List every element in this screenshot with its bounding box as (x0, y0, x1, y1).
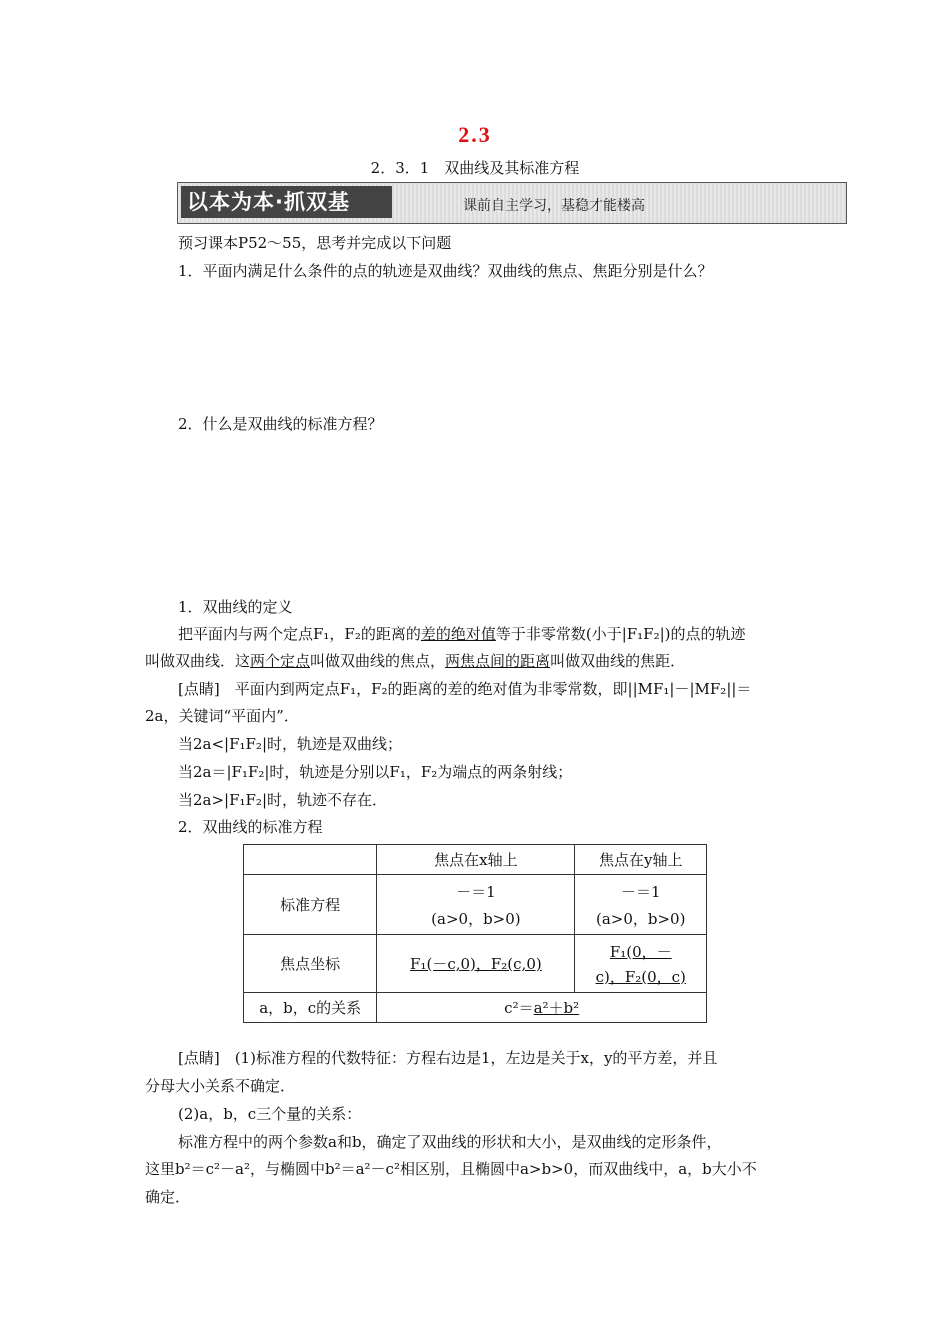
equation-x (377, 875, 575, 935)
standard-equation-table (243, 844, 707, 1023)
note-1-line2: 分母大小关系不确定． (145, 1077, 296, 1095)
note-3-line1: 标准方程中的两个参数a和b，确定了双曲线的形状和大小，是双曲线的定形条件， (178, 1133, 722, 1151)
relation-lhs: c²＝ (504, 999, 534, 1017)
tip-line2: 2a，关键词“平面内”． (145, 707, 299, 725)
equation-y (575, 875, 707, 935)
equation-y-condition: (a>0，b>0) (595, 909, 686, 928)
section-number: 2.3 (458, 122, 492, 147)
standard-heading: 2．双曲线的标准方程 (178, 818, 323, 836)
definition-paragraph-line2 (145, 650, 685, 671)
definition-blank-focal-distance: 两焦点间的距离 (445, 652, 551, 670)
row-label-relation: a，b，c的关系 (244, 993, 377, 1023)
definition-text: 等于非零常数(小于|F₁F₂|)的点的轨迹 (495, 625, 746, 643)
row-label-equation: 标准方程 (244, 875, 377, 935)
row-label-foci: 焦点坐标 (244, 935, 377, 993)
equation-x-condition: (a>0，b>0) (431, 909, 521, 928)
equation-y-formula: －＝1 (620, 882, 661, 901)
section-title: 2．3．1 双曲线及其标准方程 (370, 159, 580, 177)
note-3-line3: 确定． (145, 1188, 191, 1206)
header-y-axis: 焦点在y轴上 (575, 845, 707, 875)
preview-intro: 预习课本P52～55，思考并完成以下问题 (178, 234, 452, 252)
definition-blank-foci: 两个定点 (250, 652, 311, 670)
section-banner (177, 182, 847, 224)
question-2: 2．什么是双曲线的标准方程？ (178, 415, 383, 433)
foci-y-line1: F₁(0，－ (609, 942, 672, 961)
equation-x-formula: －＝1 (456, 882, 496, 901)
note-2: (2)a，b，c三个量的关系： (178, 1105, 362, 1123)
foci-x-value: F₁(－c,0)，F₂(c,0) (410, 955, 542, 973)
tip-line1: [点睛] 平面内到两定点F₁，F₂的距离的差的绝对值为非零常数，即||MF₁|－|MF₂||＝ (178, 680, 752, 698)
relation-value (377, 993, 707, 1023)
case-3: 当2a>|F₁F₂|时，轨迹不存在． (178, 791, 388, 809)
case-2: 当2a＝|F₁F₂|时，轨迹是分别以F₁，F₂为端点的两条射线； (178, 763, 573, 781)
question-1: 1．平面内满足什么条件的点的轨迹是双曲线？双曲线的焦点、焦距分别是什么？ (178, 262, 713, 280)
banner-label: 以本为本·抓双基 (181, 186, 392, 218)
foci-y-line2: c)，F₂(0，c) (595, 967, 686, 986)
foci-y-value (575, 941, 706, 962)
definition-text: 叫做双曲线．这 (145, 652, 251, 670)
note-1-line1: [点睛] (1)标准方程的代数特征：方程右边是1，左边是关于x，y的平方差，并且 (178, 1049, 718, 1067)
table-corner (244, 845, 377, 875)
definition-blank-abs-diff: 差的绝对值 (420, 625, 496, 643)
banner-slogan: 课前自主学习，基稳才能楼高 (463, 198, 645, 214)
foci-y (575, 935, 707, 993)
header-x-axis: 焦点在x轴上 (377, 845, 575, 875)
definition-paragraph-line1 (178, 623, 746, 644)
relation-rhs: a²＋b² (533, 999, 580, 1017)
note-3-line2: 这里b²＝c²－a²，与椭圆中b²＝a²－c²相区别，且椭圆中a>b>0，而双曲线中，a，b大小不 (145, 1160, 757, 1178)
foci-y-value-2 (575, 966, 706, 987)
definition-text: 叫做双曲线的焦距． (550, 652, 686, 670)
definition-text: 叫做双曲线的焦点， (310, 652, 446, 670)
foci-x (377, 935, 575, 993)
case-1: 当2a<|F₁F₂|时，轨迹是双曲线； (178, 735, 403, 753)
definition-heading: 1．双曲线的定义 (178, 598, 293, 616)
definition-text: 把平面内与两个定点F₁，F₂的距离的 (178, 625, 421, 643)
